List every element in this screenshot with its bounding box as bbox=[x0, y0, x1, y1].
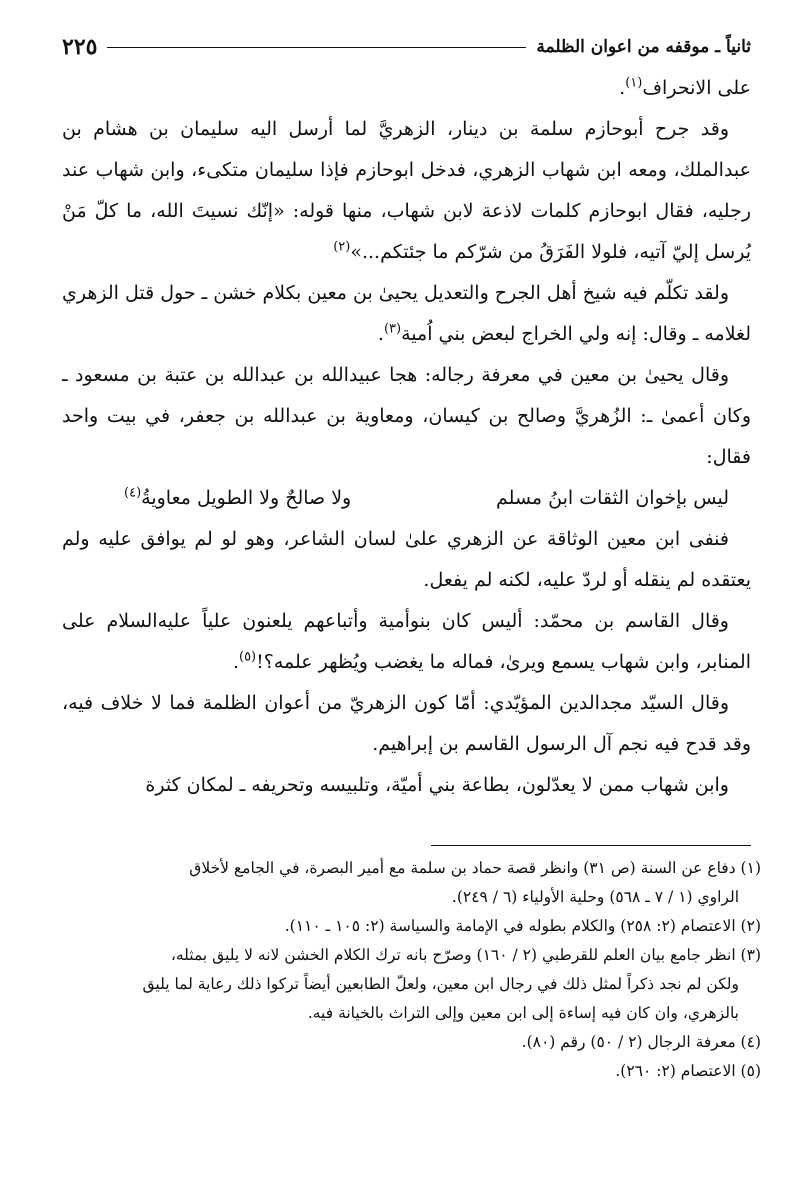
paragraph-text: ولقد تكلّم فيه شيخ أهل الجرح والتعديل يحيىٰ بن معين بكلام خشن ـ حول قتل الزهري لغلامه ـ وقال: إنه ولي الخراج لبعض بني اُمية bbox=[62, 282, 751, 345]
paragraph-0 bbox=[62, 68, 751, 109]
paragraph-text: وابن شهاب ممن لا يعدّلون، بطاعة بني أميّة، وتلبيسه وتحريفه ـ لمكان كثرة bbox=[145, 774, 729, 796]
paragraph-text: فنفى ابن معين الوثاقة عن الزهري علىٰ لسان الشاعر، وهو لو لم يوافق عليه ولم يعتقده لم ينقله أو لردّ عليه، لكنه لم يفعل. bbox=[62, 528, 751, 591]
paragraph-end: . bbox=[619, 77, 626, 99]
footnote-3-continued: ولكن لم نجد ذكراً لمثل ذلك في رجال ابن معين، ولعلّ الطابعين أيضاً تركوا ذلك رعاية لما يليق bbox=[142, 975, 739, 993]
verse-first-hemistich: ليس بإخوان الثقات ابنُ مسلم bbox=[496, 487, 729, 509]
paragraph-6 bbox=[62, 683, 751, 765]
header-rule bbox=[107, 47, 526, 48]
poem-verse bbox=[62, 478, 751, 519]
paragraph-text: على الانحراف bbox=[642, 77, 751, 99]
verse-second-hemistich bbox=[124, 478, 351, 519]
footnotes bbox=[62, 854, 761, 1086]
footnote-3-continued: بالزهري، وان كان فيه إساءة إلى ابن معين وإلى التراث بالخيانة فيه. bbox=[307, 1004, 739, 1022]
paragraph-text: وقد جرح أبوحازم سلمة بن دينار، الزهريَّ لما أرسل اليه سليمان بن هشام بن عبدالملك، ومعه ابن شهاب الزهري، فدخل ابوحازم فإذا سليمان متكىء، وابن شهاب عند رجليه، فقال ابوحازم كلمات لاذعة لابن شهاب، منها قوله: «إنّك نسيتَ الله، ما كلّ مَنْ يُرسل إليّ آتيه، فلولا الفَرَقُ من شرّكم ما جئتكم...» bbox=[62, 118, 751, 263]
footnote-ref-3: (٣) bbox=[383, 321, 402, 337]
footnote-2: (٢) الاعتصام (٢: ٢٥٨) والكلام بطوله في الإمامة والسياسة (٢: ١٠٥ ـ ١١٠). bbox=[284, 917, 761, 935]
footnote-1: (١) دفاع عن السنة (ص ٣١) وانظر قصة حماد بن سلمة مع أمير البصرة، في الجامع لأخلاق bbox=[189, 859, 761, 877]
paragraph-text: وقال يحيىٰ بن معين في معرفة رجاله: هجا عبيدالله بن عبدالله بن عتبة بن مسعود ـ وكان أعمىٰ ـ: الزُهريَّ وصالح بن كيسان، ومعاوية بن عبدالله بن جعفر، في بيت واحد فقال: bbox=[62, 364, 751, 468]
paragraph-4 bbox=[62, 519, 751, 601]
paragraph-2 bbox=[62, 273, 751, 355]
running-title: ثانياً ـ موقفه من اعوان الظلمة bbox=[536, 37, 751, 57]
paragraph-7 bbox=[62, 765, 751, 806]
footnote-ref-4: (٤) bbox=[124, 485, 142, 501]
paragraph-1 bbox=[62, 109, 751, 273]
footnote-ref-1: (١) bbox=[625, 75, 643, 91]
paragraph-3 bbox=[62, 355, 751, 478]
footnote-5: (٥) الاعتصام (٢: ٢٦٠). bbox=[615, 1062, 761, 1080]
footnote-3: (٣) انظر جامع بيان العلم للقرطبي (٢ / ١٦٠) وصرّح بانه ترك الكلام الخشن لانه لا يليق بمثله، bbox=[170, 946, 761, 964]
footnote-ref-2: (٢) bbox=[333, 239, 351, 255]
footnote-separator bbox=[431, 845, 751, 846]
page-number: ٢٢٥ bbox=[62, 34, 98, 60]
paragraph-text: وقال القاسم بن محمّد: أليس كان بنوأمية وأتباعهم يلعنون علياً عليه‌السلام على المنابر، وابن شهاب يسمع ويرىٰ، فماله ما يغضب ويُظهر علمه؟! bbox=[62, 610, 751, 673]
paragraph-5 bbox=[62, 601, 751, 683]
footnote-1-continued: الراوي (١ / ٧ ـ ٥٦٨) وحلية الأولياء (٦ / ٢٤٩). bbox=[451, 888, 739, 906]
verse-second-text: ولا صالحٌ ولا الطويل معاويةُ bbox=[141, 487, 352, 509]
paragraph-end: . bbox=[377, 323, 384, 345]
footnote-4: (٤) معرفة الرجال (٢ / ٥٠) رقم (٨٠). bbox=[521, 1033, 761, 1051]
paragraph-end: . bbox=[232, 651, 239, 673]
footnote-ref-5: (٥) bbox=[238, 649, 257, 665]
paragraph-text: وقال السيّد مجدالدين المؤيّدي: أمّا كون الزهريّ من أعوان الظلمة فما لا خلاف فيه، وقد قدح فيه نجم آل الرسول القاسم بن إبراهيم. bbox=[62, 692, 751, 755]
main-text bbox=[62, 68, 751, 806]
page-header bbox=[62, 30, 751, 64]
